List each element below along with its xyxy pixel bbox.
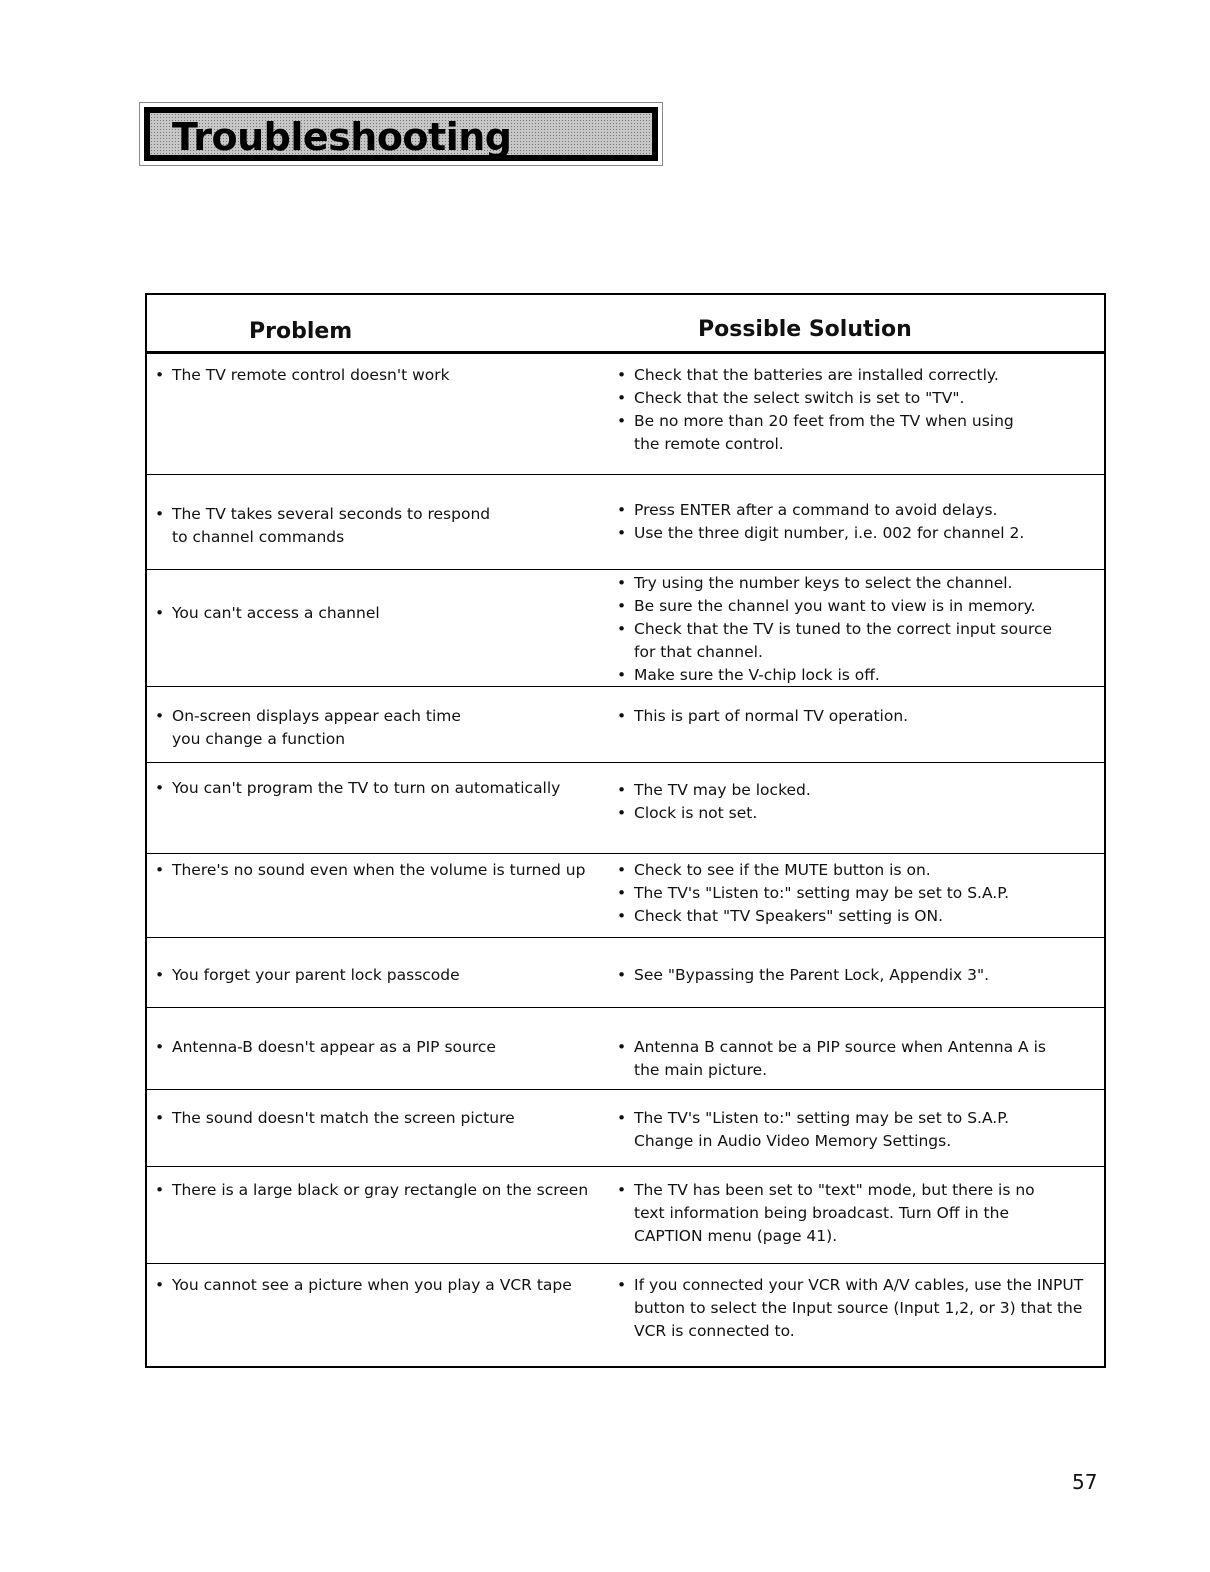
problem-text [155, 777, 595, 800]
bullet-icon: • [617, 707, 627, 725]
solution-text [617, 1107, 1097, 1130]
bullet-icon: • [617, 907, 627, 925]
solution-line: Antenna B cannot be a PIP source when Antenna A is [634, 1038, 1046, 1056]
problem-text [155, 1179, 595, 1202]
solution-line: Press ENTER after a command to avoid delays. [634, 501, 998, 519]
solution-cell [617, 705, 1097, 728]
table-header [147, 295, 1104, 354]
bullet-icon: • [155, 966, 165, 984]
solution-text [617, 618, 1097, 641]
problem-line: There's no sound even when the volume is turned up [172, 861, 586, 879]
problem-cell [155, 964, 595, 987]
bullet-icon: • [617, 861, 627, 879]
bullet-icon: • [617, 804, 627, 822]
solution-line: button to select the Input source (Input 1,2, or 3) that the [634, 1299, 1083, 1317]
solution-text [617, 779, 1097, 802]
table-row [147, 854, 1104, 938]
solution-text [617, 664, 1097, 687]
bullet-icon: • [617, 389, 627, 407]
solution-text [617, 433, 1097, 456]
bullet-icon: • [155, 1038, 165, 1056]
page-number: 57 [1072, 1470, 1098, 1494]
problem-cell [155, 503, 595, 549]
solution-text [617, 1036, 1097, 1059]
problem-text [155, 526, 595, 549]
solution-cell [617, 572, 1097, 687]
solution-line: The TV may be locked. [634, 781, 811, 799]
bullet-icon: • [617, 666, 627, 684]
solution-line: Be sure the channel you want to view is in memory. [634, 597, 1036, 615]
solution-line: text information being broadcast. Turn Off in the [634, 1204, 1009, 1222]
solution-line: Check that the TV is tuned to the correct input source [634, 620, 1053, 638]
table-row [147, 475, 1104, 570]
bullet-icon: • [155, 505, 165, 523]
solution-line: Check that "TV Speakers" setting is ON. [634, 907, 944, 925]
solution-line: Be no more than 20 feet from the TV when using [634, 412, 1014, 430]
solution-line: If you connected your VCR with A/V cables, use the INPUT [634, 1276, 1084, 1294]
table-row [147, 763, 1104, 854]
problem-line: On-screen displays appear each time [172, 707, 461, 725]
bullet-icon: • [617, 597, 627, 615]
problem-text [155, 705, 595, 728]
problem-text [155, 602, 595, 625]
bullet-icon: • [155, 1276, 165, 1294]
solution-text [617, 572, 1097, 595]
solution-line: the main picture. [634, 1061, 768, 1079]
problem-cell [155, 602, 595, 625]
problem-text [155, 1107, 595, 1130]
table-row [147, 687, 1104, 763]
problem-cell [155, 859, 595, 882]
solution-text [617, 1202, 1097, 1225]
bullet-icon: • [617, 524, 627, 542]
solution-line: This is part of normal TV operation. [634, 707, 909, 725]
problem-text [155, 728, 595, 751]
problem-cell [155, 1107, 595, 1130]
solution-text [617, 882, 1097, 905]
bullet-icon: • [617, 620, 627, 638]
problem-text [155, 1036, 595, 1059]
solution-line: Change in Audio Video Memory Settings. [634, 1132, 952, 1150]
table-row [147, 1090, 1104, 1167]
problem-line: You can't access a channel [172, 604, 380, 622]
bullet-icon: • [155, 1109, 165, 1127]
solution-line: The TV has been set to "text" mode, but there is no [634, 1181, 1035, 1199]
problem-text [155, 1274, 595, 1297]
problem-text [155, 859, 595, 882]
solution-text [617, 1130, 1097, 1153]
bullet-icon: • [617, 884, 627, 902]
bullet-icon: • [155, 707, 165, 725]
bullet-icon: • [617, 574, 627, 592]
solution-cell [617, 1179, 1097, 1248]
bullet-icon: • [617, 412, 627, 430]
problem-text [155, 503, 595, 526]
bullet-icon: • [155, 779, 165, 797]
solution-cell [617, 364, 1097, 456]
table-row [147, 938, 1104, 1008]
table-row [147, 1167, 1104, 1264]
solution-line: VCR is connected to. [634, 1322, 795, 1340]
solution-line: Use the three digit number, i.e. 002 for channel 2. [634, 524, 1025, 542]
bullet-icon: • [617, 1109, 627, 1127]
solution-text [617, 410, 1097, 433]
solution-text [617, 641, 1097, 664]
solution-cell [617, 1036, 1097, 1082]
solution-line: Try using the number keys to select the channel. [634, 574, 1013, 592]
solution-line: Clock is not set. [634, 804, 758, 822]
solution-text [617, 522, 1097, 545]
bullet-icon: • [617, 1276, 627, 1294]
problem-line: you change a function [172, 730, 346, 748]
solution-text [617, 859, 1097, 882]
solution-text [617, 1225, 1097, 1248]
solution-text [617, 364, 1097, 387]
solution-line: Check that the batteries are installed correctly. [634, 366, 999, 384]
problem-line: The TV takes several seconds to respond [172, 505, 491, 523]
solution-text [617, 499, 1097, 522]
problem-line: There is a large black or gray rectangle on the screen [172, 1181, 589, 1199]
solution-text [617, 964, 1097, 987]
bullet-icon: • [617, 1181, 627, 1199]
problem-text [155, 964, 595, 987]
problem-text [155, 364, 595, 387]
solution-text [617, 1297, 1097, 1320]
bullet-icon: • [155, 1181, 165, 1199]
solution-line: The TV's "Listen to:" setting may be set to S.A.P. [634, 1109, 1010, 1127]
bullet-icon: • [617, 501, 627, 519]
bullet-icon: • [155, 366, 165, 384]
solution-text [617, 1320, 1097, 1343]
solution-text [617, 1059, 1097, 1082]
problem-line: to channel commands [172, 528, 345, 546]
problem-cell [155, 364, 595, 387]
problem-cell [155, 777, 595, 800]
page-title: Troubleshooting [172, 115, 512, 159]
problem-line: You forget your parent lock passcode [172, 966, 460, 984]
solution-text [617, 1274, 1097, 1297]
bullet-icon: • [155, 861, 165, 879]
problem-cell [155, 1274, 595, 1297]
solution-text [617, 1179, 1097, 1202]
solution-line: The TV's "Listen to:" setting may be set to S.A.P. [634, 884, 1010, 902]
solution-text [617, 705, 1097, 728]
bullet-icon: • [617, 366, 627, 384]
table-row [147, 352, 1104, 475]
problem-cell [155, 1179, 595, 1202]
bullet-icon: • [617, 966, 627, 984]
solution-line: for that channel. [634, 643, 763, 661]
solution-text [617, 905, 1097, 928]
solution-text [617, 595, 1097, 618]
solution-line: the remote control. [634, 435, 784, 453]
solution-line: Check to see if the MUTE button is on. [634, 861, 931, 879]
problem-line: The TV remote control doesn't work [172, 366, 450, 384]
title-banner [139, 102, 663, 166]
solution-cell [617, 1274, 1097, 1343]
solution-cell [617, 1107, 1097, 1153]
header-solution: Possible Solution [698, 317, 912, 342]
bullet-icon: • [155, 604, 165, 622]
solution-cell [617, 964, 1097, 987]
troubleshooting-table [145, 293, 1106, 1368]
problem-line: You can't program the TV to turn on automatically [172, 779, 561, 797]
bullet-icon: • [617, 781, 627, 799]
solution-cell [617, 499, 1097, 545]
bullet-icon: • [617, 1038, 627, 1056]
table-row [147, 1264, 1104, 1368]
solution-text [617, 802, 1097, 825]
problem-cell [155, 705, 595, 751]
solution-line: Check that the select switch is set to "TV". [634, 389, 965, 407]
solution-line: CAPTION menu (page 41). [634, 1227, 838, 1245]
problem-line: The sound doesn't match the screen picture [172, 1109, 515, 1127]
table-row [147, 570, 1104, 687]
solution-line: See "Bypassing the Parent Lock, Appendix 3". [634, 966, 990, 984]
problem-cell [155, 1036, 595, 1059]
solution-cell [617, 859, 1097, 928]
solution-line: Make sure the V-chip lock is off. [634, 666, 880, 684]
solution-text [617, 387, 1097, 410]
header-problem: Problem [249, 319, 353, 344]
problem-line: Antenna-B doesn't appear as a PIP source [172, 1038, 496, 1056]
problem-line: You cannot see a picture when you play a VCR tape [172, 1276, 572, 1294]
solution-cell [617, 779, 1097, 825]
table-row [147, 1008, 1104, 1090]
